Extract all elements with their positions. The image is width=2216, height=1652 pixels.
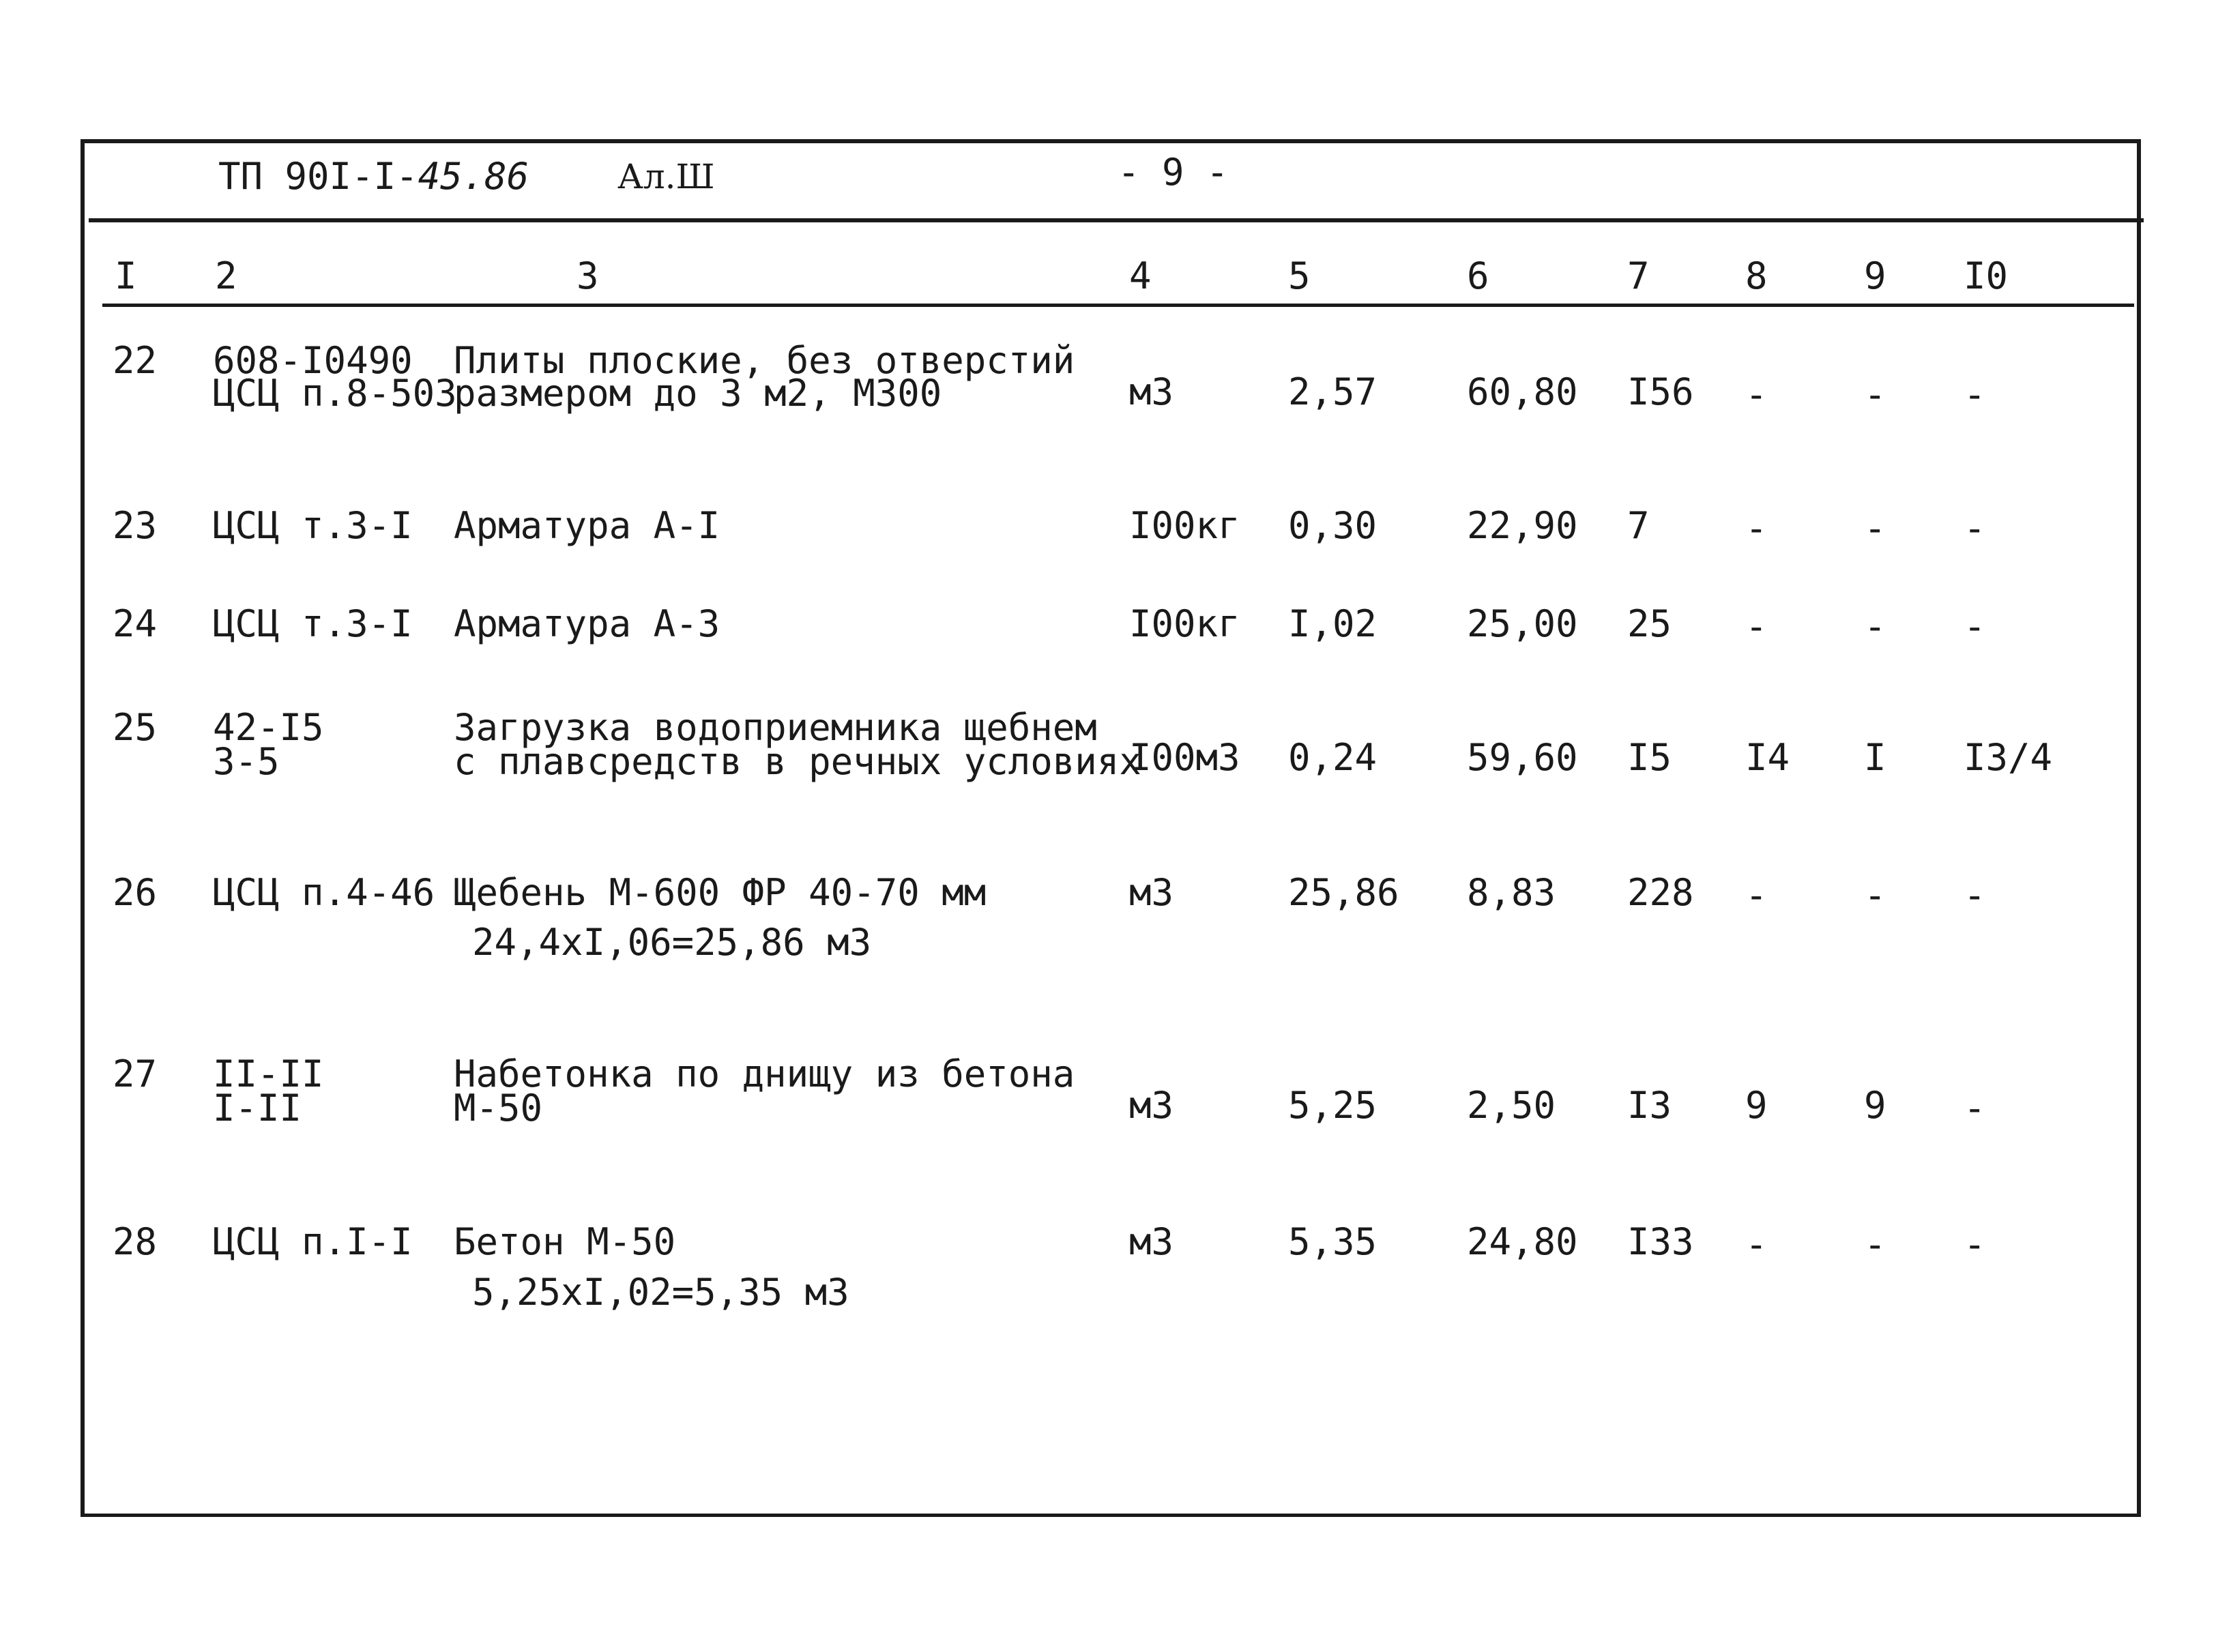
unit-cost: 59,60 [1467,736,1578,779]
unit-cost: 60,80 [1467,370,1578,413]
item-name-line-1: Загрузка водоприемника щебнем [454,706,1097,749]
column-header-10: I0 [1964,254,2009,297]
column-header-1: I [115,254,137,297]
quantity: 2,57 [1288,370,1377,413]
column-10-value: - [1964,507,1986,550]
item-name-line-1: Арматура А-I [454,504,720,547]
price-code-line-1: ЦСЦ т.3-I [213,504,413,547]
column-8-value: - [1745,1223,1768,1266]
column-header-5: 5 [1288,254,1311,297]
quantity: I,02 [1288,602,1377,645]
unit: м3 [1129,871,1174,914]
document-code: ТП 90I-I-45.86 [218,155,529,198]
row-number: 22 [113,339,158,382]
unit-cost: 25,00 [1467,602,1578,645]
price-code-line-1: 608-I0490 [213,339,413,382]
column-9-value: - [1864,605,1886,648]
price-code-line-2: 3-5 [213,740,280,783]
column-10-value: - [1964,605,1986,648]
price-code-line-1: ЦСЦ п.4-46 [213,871,435,914]
column-header-9: 9 [1864,254,1886,297]
item-name-line-1: Арматура А-3 [454,602,720,645]
row-number: 23 [113,504,158,547]
column-9-value: 9 [1864,1084,1886,1127]
unit-cost: 22,90 [1467,504,1578,547]
row-number: 27 [113,1052,158,1095]
unit: м3 [1129,1084,1174,1127]
unit: I00кг [1129,602,1240,645]
total-cost: I3 [1627,1084,1672,1127]
row-number: 26 [113,871,158,914]
quantity: 5,35 [1288,1220,1377,1263]
price-code-line-2: ЦСЦ п.8-503 [213,372,457,415]
unit: м3 [1129,1220,1174,1263]
column-header-7: 7 [1627,254,1650,297]
column-8-value: 9 [1745,1084,1768,1127]
column-header-8: 8 [1745,254,1768,297]
item-name-line-2: размером до 3 м2, М300 [454,372,942,415]
column-header-2: 2 [215,254,237,297]
column-9-value: - [1864,874,1886,917]
price-code-line-1: II-II [213,1052,324,1095]
column-header-4: 4 [1129,254,1152,297]
total-cost: I56 [1627,370,1694,413]
row-number: 25 [113,706,158,749]
total-cost: I33 [1627,1220,1694,1263]
item-name-line-1: Плиты плоские, без отверстий [454,339,1075,382]
item-name-line-1: Щебень М-600 ФР 40-70 мм [454,871,987,914]
column-8-value: - [1745,605,1768,648]
quantity: 5,25 [1288,1084,1377,1127]
quantity: 25,86 [1288,871,1399,914]
header-divider [89,218,2144,222]
column-9-value: - [1864,373,1886,416]
column-9-value: - [1864,1223,1886,1266]
row-number: 24 [113,602,158,645]
unit: м3 [1129,370,1174,413]
column-header-6: 6 [1467,254,1489,297]
unit-cost: 2,50 [1467,1084,1556,1127]
quantity: 0,30 [1288,504,1377,547]
unit: I00м3 [1129,736,1240,779]
total-cost: 228 [1627,871,1694,914]
quantity: 0,24 [1288,736,1377,779]
page-number: - 9 - [1118,151,1229,194]
column-9-value: - [1864,507,1886,550]
calculation-note: 5,25хI,02=5,35 м3 [472,1271,849,1314]
price-code-line-2: I-II [213,1087,302,1130]
item-name-line-2: М-50 [454,1087,543,1130]
item-name-line-2: с плавсредств в речных условиях [454,740,1141,783]
column-8-value: - [1745,373,1768,416]
column-10-value: I3/4 [1964,736,2053,779]
unit-cost: 8,83 [1467,871,1556,914]
column-header-divider [102,304,2134,307]
unit: I00кг [1129,504,1240,547]
price-code-line-1: 42-I5 [213,706,324,749]
column-10-value: - [1964,1087,1986,1130]
row-number: 28 [113,1220,158,1263]
column-header-3: 3 [577,254,599,297]
column-8-value: - [1745,874,1768,917]
item-name-line-1: Бетон М-50 [454,1220,676,1263]
sheet-label: Ал.Ш [617,157,715,196]
total-cost: 7 [1627,504,1650,547]
column-8-value: - [1745,507,1768,550]
price-code-line-1: ЦСЦ т.3-I [213,602,413,645]
column-10-value: - [1964,373,1986,416]
calculation-note: 24,4хI,06=25,86 м3 [472,921,872,964]
unit-cost: 24,80 [1467,1220,1578,1263]
total-cost: I5 [1627,736,1672,779]
item-name-line-1: Набетонка по днищу из бетона [454,1052,1075,1095]
column-10-value: - [1964,1223,1986,1266]
price-code-line-1: ЦСЦ п.I-I [213,1220,413,1263]
column-10-value: - [1964,874,1986,917]
column-9-value: I [1864,736,1886,779]
total-cost: 25 [1627,602,1672,645]
column-8-value: I4 [1745,736,1790,779]
